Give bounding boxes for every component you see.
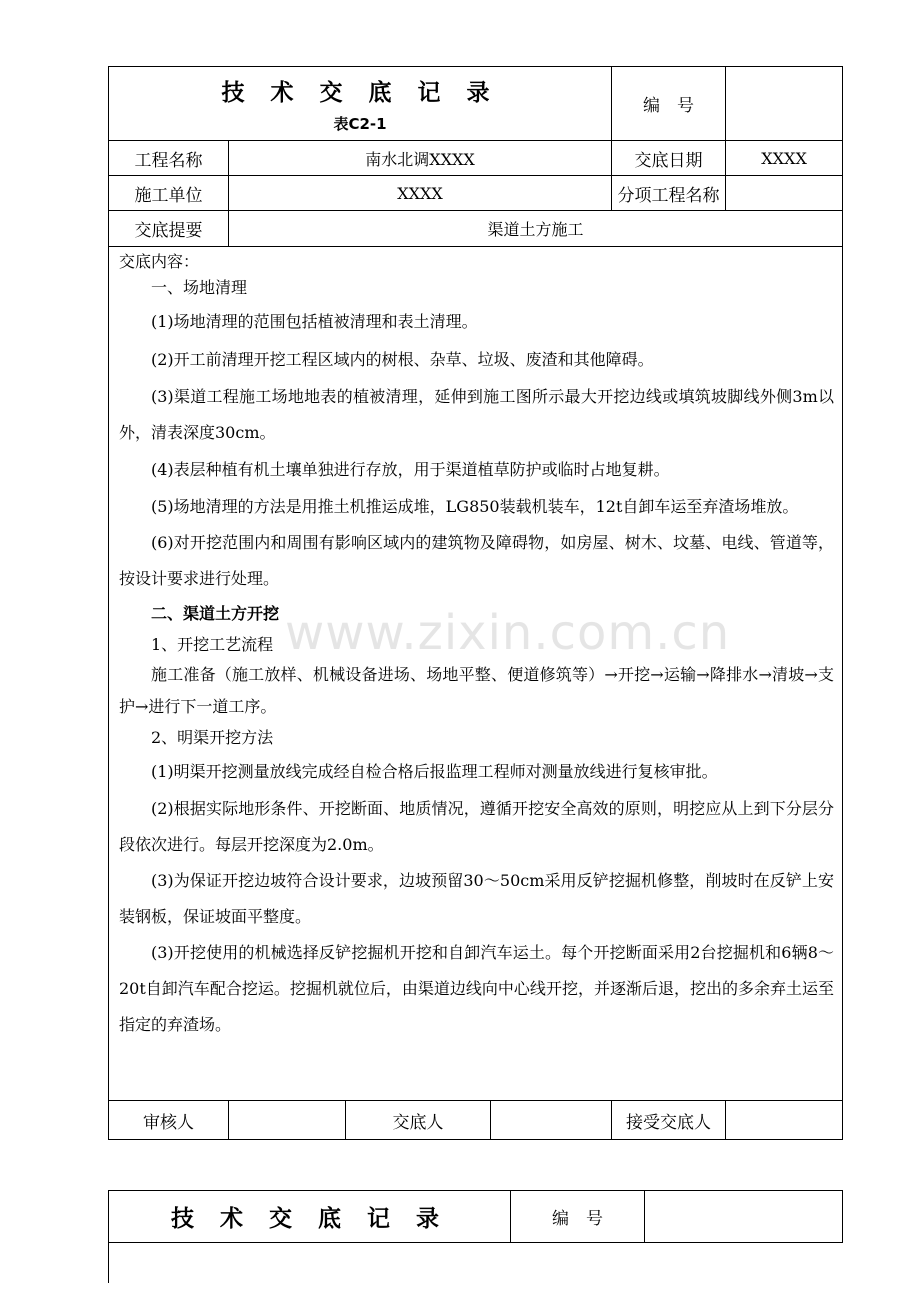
date-label: 交底日期 bbox=[612, 141, 726, 176]
presenter-value[interactable] bbox=[491, 1101, 612, 1140]
section-heading: 一、场地清理 bbox=[151, 278, 248, 297]
paragraph: 施工准备（施工放样、机械设备进场、场地平整、便道修筑等）→开挖→运输→降排水→清坡→支护→进行下一道工序。 bbox=[119, 665, 835, 716]
unit-value[interactable]: XXXX bbox=[229, 176, 612, 211]
disclosure-record-table bbox=[108, 66, 843, 1140]
form-title: 技 术 交 底 记 录 bbox=[170, 1206, 449, 1232]
paragraph: (5)场地清理的方法是用推土机推运成堆，LG850装载机装车，12t自卸车运至弃渣场堆放。 bbox=[151, 497, 799, 516]
summary-label: 交底提要 bbox=[109, 211, 229, 247]
paragraph: (6)对开挖范围内和周围有影响区域内的建筑物及障碍物，如房屋、树木、坟墓、电线、管道等，按设计要求进行处理。 bbox=[119, 533, 835, 588]
number-label: 编 号 bbox=[511, 1191, 645, 1243]
paragraph: (3)为保证开挖边坡符合设计要求，边坡预留30～50cm采用反铲挖掘机修整，削坡时在反铲上安装钢板，保证坡面平整度。 bbox=[119, 871, 835, 926]
number-value[interactable] bbox=[726, 67, 843, 141]
subsection-heading: 1、开挖工艺流程 bbox=[151, 635, 274, 654]
reviewer-value[interactable] bbox=[229, 1101, 346, 1140]
form-number-code: 表C2-1 bbox=[333, 114, 387, 133]
watermark-text: www.zixin.com.cn bbox=[285, 605, 731, 661]
content-heading: 交底内容： bbox=[119, 252, 200, 271]
receiver-value[interactable] bbox=[726, 1101, 843, 1140]
project-name-label: 工程名称 bbox=[109, 141, 229, 176]
content-cell-continued bbox=[109, 1243, 843, 1283]
form-title: 技 术 交 底 记 录 bbox=[221, 79, 499, 106]
presenter-label: 交底人 bbox=[346, 1101, 491, 1140]
receiver-label: 接受交底人 bbox=[612, 1101, 726, 1140]
subproject-value[interactable] bbox=[726, 176, 843, 211]
form-header-cell bbox=[109, 1191, 511, 1243]
paragraph: (2)开工前清理开挖工程区域内的树根、杂草、垃圾、废渣和其他障碍。 bbox=[151, 350, 654, 369]
subproject-label: 分项工程名称 bbox=[612, 176, 726, 211]
number-value[interactable] bbox=[645, 1191, 843, 1243]
project-name-value[interactable]: 南水北调XXXX bbox=[229, 141, 612, 176]
paragraph: (2)根据实际地形条件、开挖断面、地质情况，遵循开挖安全高效的原则，明挖应从上到下分层分段依次进行。每层开挖深度为2.0m。 bbox=[119, 799, 835, 854]
paragraph: (3)开挖使用的机械选择反铲挖掘机开挖和自卸汽车运土。每个开挖断面采用2台挖掘机和6辆8～20t自卸汽车配合挖运。挖掘机就位后，由渠道边线向中心线开挖，并逐渐后退，挖出的多余弃土运至指定的弃渣场。 bbox=[119, 943, 835, 1034]
date-value[interactable]: XXXX bbox=[726, 141, 843, 176]
reviewer-label: 审核人 bbox=[109, 1101, 229, 1140]
subsection-heading: 2、明渠开挖方法 bbox=[151, 728, 274, 747]
paragraph: (1)场地清理的范围包括植被清理和表土清理。 bbox=[151, 312, 478, 331]
paragraph: (3)渠道工程施工场地地表的植被清理，延伸到施工图所示最大开挖边线或填筑坡脚线外侧3m以外，清表深度30cm。 bbox=[119, 387, 835, 442]
content-cell bbox=[109, 247, 843, 1101]
unit-label: 施工单位 bbox=[109, 176, 229, 211]
form-header-cell bbox=[109, 67, 612, 141]
section-heading: 二、渠道土方开挖 bbox=[151, 604, 280, 623]
disclosure-record-table-page2 bbox=[108, 1190, 843, 1283]
paragraph: (4)表层种植有机土壤单独进行存放，用于渠道植草防护或临时占地复耕。 bbox=[151, 460, 670, 479]
number-label: 编 号 bbox=[612, 67, 726, 141]
summary-value[interactable]: 渠道土方施工 bbox=[229, 211, 843, 247]
paragraph: (1)明渠开挖测量放线完成经自检合格后报监理工程师对测量放线进行复核审批。 bbox=[151, 762, 718, 781]
